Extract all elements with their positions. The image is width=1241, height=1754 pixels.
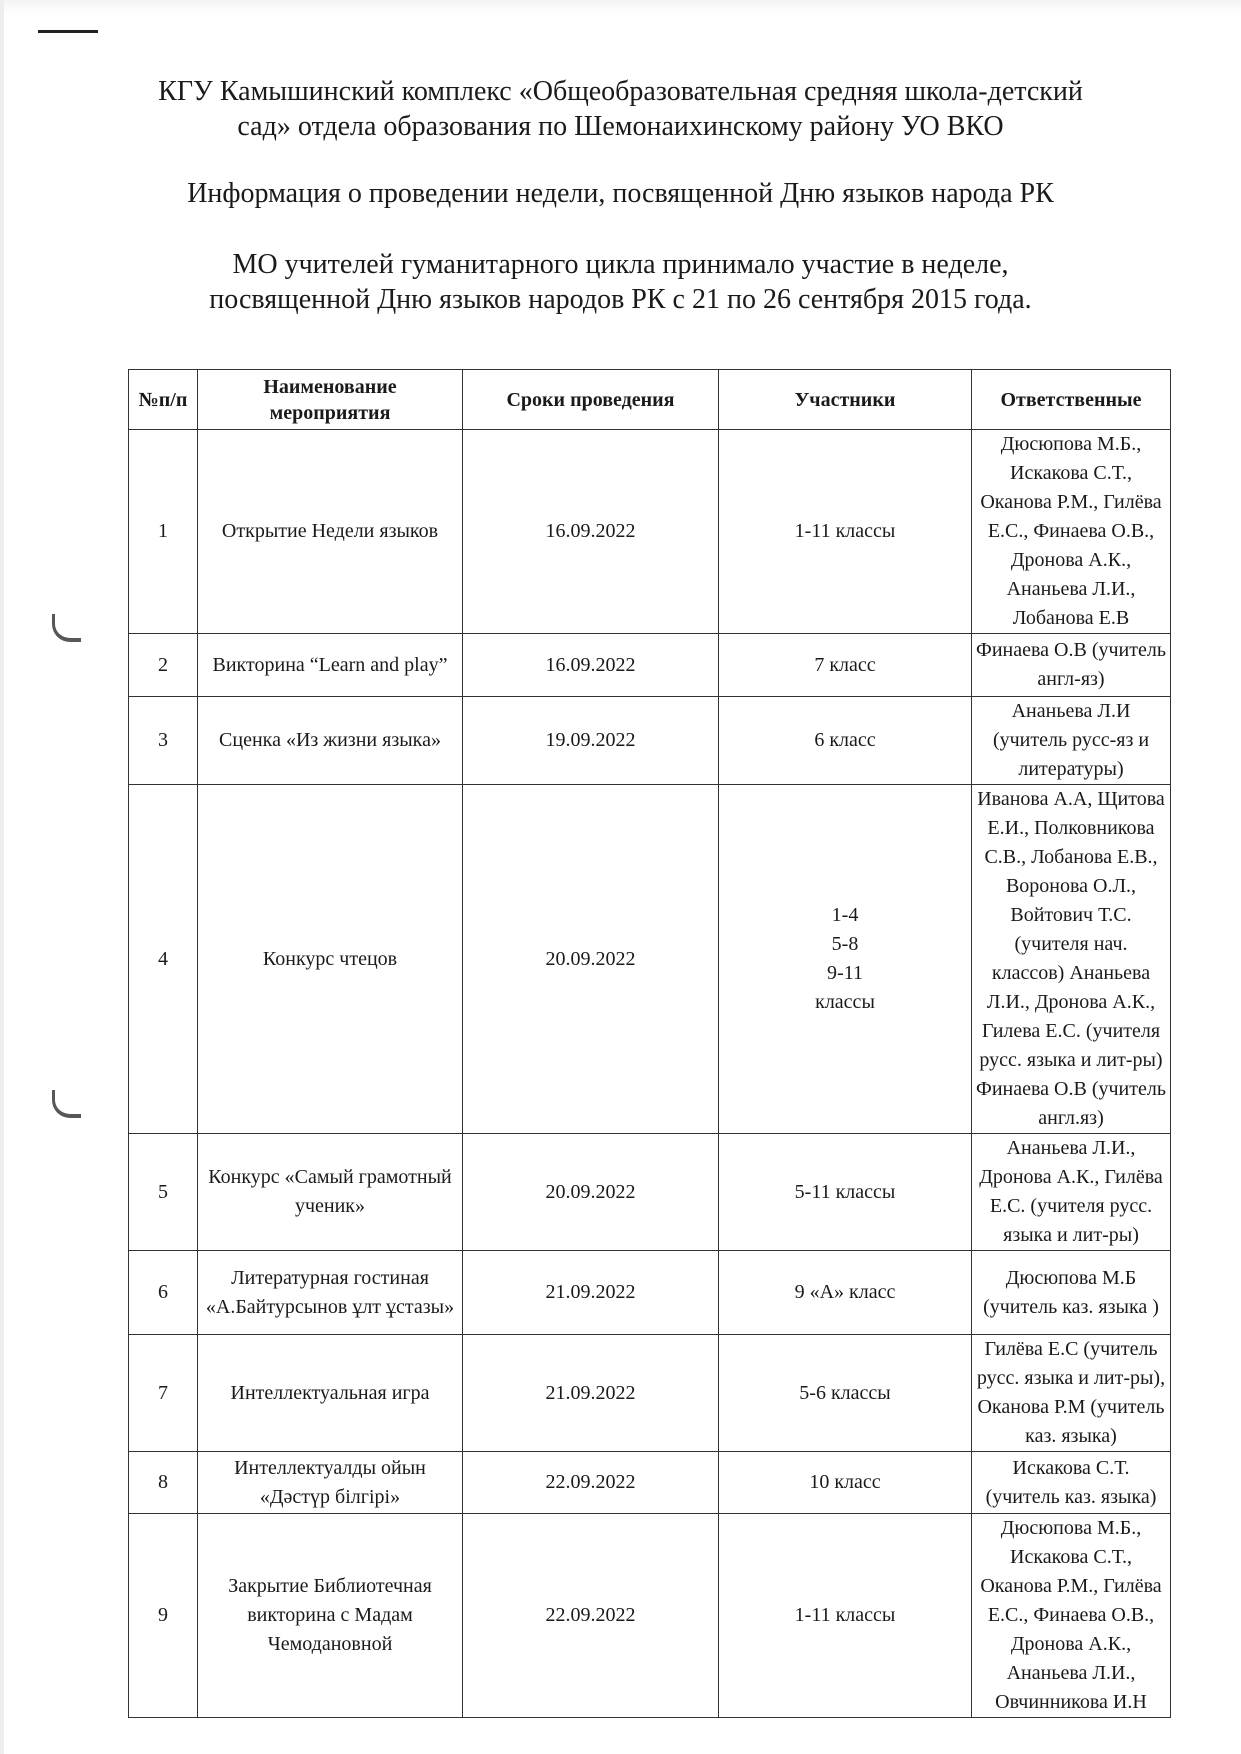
header-date: Сроки проведения — [463, 370, 719, 430]
table-row — [129, 1251, 1171, 1335]
cell-num: 8 — [129, 1452, 198, 1514]
cell-responsible: Ананьева Л.И (учитель русс-яз и литературы) — [972, 697, 1171, 785]
intro-text: МО учителей гуманитарного цикла принимало участие в неделе, посвященной Дню языков народов РК с 21 по 26 сентября 2015 года. — [209, 249, 1032, 315]
table-row — [129, 430, 1171, 634]
cell-date: 22.09.2022 — [463, 1514, 719, 1718]
table-row — [129, 1134, 1171, 1251]
cell-participants: 1-11 классы — [719, 1514, 972, 1718]
cell-participants: 10 класс — [719, 1452, 972, 1514]
cell-responsible: Гилёва Е.С (учитель русс. языка и лит-ры), Оканова Р.М (учитель каз. языка) — [972, 1335, 1171, 1452]
cell-participants: 1-11 классы — [719, 430, 972, 634]
cell-num: 7 — [129, 1335, 198, 1452]
cell-responsible: Искакова С.Т. (учитель каз. языка) — [972, 1452, 1171, 1514]
scan-mark — [38, 30, 98, 33]
punch-hole-mark — [52, 1090, 81, 1118]
document-title: Информация о проведении недели, посвященной Дню языков народа РК — [187, 178, 1054, 209]
punch-hole-mark — [52, 614, 81, 642]
table-row — [129, 1452, 1171, 1514]
scan-edge-top — [0, 0, 1241, 14]
cell-num: 3 — [129, 697, 198, 785]
cell-responsible: Дюсюпова М.Б., Искакова С.Т., Оканова Р.М., Гилёва Е.С., Финаева О.В., Дронова А.К., Ананьева Л.И., Лобанова Е.В — [972, 430, 1171, 634]
cell-name: Викторина “Learn and play” — [198, 634, 463, 697]
cell-num: 9 — [129, 1514, 198, 1718]
table-header-row — [129, 370, 1171, 430]
events-table — [128, 369, 1171, 1718]
cell-name: Литературная гостиная «А.Байтурсынов ұлт ұстазы» — [198, 1251, 463, 1335]
cell-name: Закрытие Библиотечная викторина с Мадам Чемодановной — [198, 1514, 463, 1718]
cell-responsible: Дюсюпова М.Б., Искакова С.Т., Оканова Р.М., Гилёва Е.С., Финаева О.В., Дронова А.К., Ананьева Л.И., Овчинникова И.Н — [972, 1514, 1171, 1718]
header-num: №п/п — [129, 370, 198, 430]
header-participants: Участники — [719, 370, 972, 430]
cell-date: 16.09.2022 — [463, 634, 719, 697]
cell-date: 19.09.2022 — [463, 697, 719, 785]
cell-date: 21.09.2022 — [463, 1251, 719, 1335]
cell-num: 6 — [129, 1251, 198, 1335]
cell-participants: 5-6 классы — [719, 1335, 972, 1452]
cell-date: 16.09.2022 — [463, 430, 719, 634]
cell-responsible: Финаева О.В (учитель англ-яз) — [972, 634, 1171, 697]
cell-participants: 6 класс — [719, 697, 972, 785]
cell-responsible: Иванова А.А, Щитова Е.И., Полковникова С.В., Лобанова Е.В., Воронова О.Л., Войтович Т.С. (учителя нач. классов) Ананьева Л.И., Дронова А.К., Гилева Е.С. (учителя русс. языка и лит-ры) Финаева О.В (учитель англ.яз) — [972, 785, 1171, 1134]
cell-name: Интеллектуалды ойын «Дәстүр білгірі» — [198, 1452, 463, 1514]
cell-participants: 9 «А» класс — [719, 1251, 972, 1335]
table-row — [129, 785, 1171, 1134]
cell-num: 1 — [129, 430, 198, 634]
cell-date: 20.09.2022 — [463, 785, 719, 1134]
cell-name: Открытие Недели языков — [198, 430, 463, 634]
table-row — [129, 1335, 1171, 1452]
cell-date: 20.09.2022 — [463, 1134, 719, 1251]
cell-name: Интеллектуальная игра — [198, 1335, 463, 1452]
cell-name: Конкурс «Самый грамотный ученик» — [198, 1134, 463, 1251]
cell-participants: 5-11 классы — [719, 1134, 972, 1251]
cell-participants: 1-4 5-8 9-11 классы — [719, 785, 972, 1134]
cell-num: 4 — [129, 785, 198, 1134]
table-row — [129, 697, 1171, 785]
cell-name: Сценка «Из жизни языка» — [198, 697, 463, 785]
table-row — [129, 634, 1171, 697]
cell-date: 22.09.2022 — [463, 1452, 719, 1514]
org-header: КГУ Камышинский комплекс «Общеобразовательная средняя школа-детский сад» отдела образования по Шемонаихинскому району УО ВКО — [158, 76, 1083, 142]
header-name: Наименование мероприятия — [198, 370, 463, 430]
cell-participants: 7 класс — [719, 634, 972, 697]
table-row — [129, 1514, 1171, 1718]
cell-num: 2 — [129, 634, 198, 697]
cell-name: Конкурс чтецов — [198, 785, 463, 1134]
cell-responsible: Дюсюпова М.Б (учитель каз. языка ) — [972, 1251, 1171, 1335]
cell-responsible: Ананьева Л.И., Дронова А.К., Гилёва Е.С. (учителя русс. языка и лит-ры) — [972, 1134, 1171, 1251]
header-responsible: Ответственные — [972, 370, 1171, 430]
table-body — [129, 430, 1171, 1718]
cell-date: 21.09.2022 — [463, 1335, 719, 1452]
cell-num: 5 — [129, 1134, 198, 1251]
